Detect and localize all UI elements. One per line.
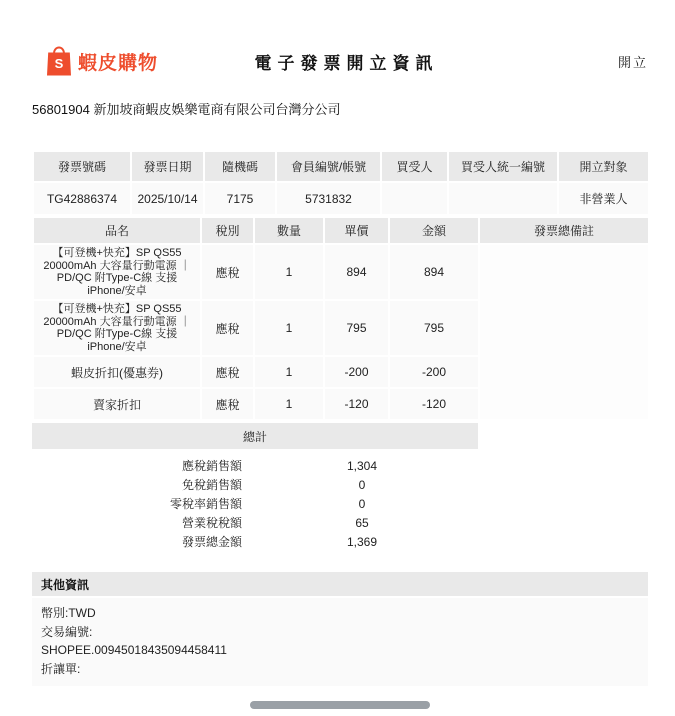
- item-name: 賣家折扣: [33, 388, 201, 420]
- totals-row: [32, 456, 648, 475]
- item-unit-price: 795: [324, 300, 389, 356]
- item-unit-price: -200: [324, 356, 389, 388]
- item-name: 【可登機+快充】SP QS55 20000mAh 大容量行動電源 ｜PD/QC 附Type-C線 支援 iPhone/安卓: [33, 244, 201, 300]
- col-item-name: 品名: [33, 217, 201, 244]
- item-unit-price: 894: [324, 244, 389, 300]
- transaction-id-value: SHOPEE.00945018435094458411: [41, 643, 227, 657]
- other-info-section: [32, 572, 648, 686]
- col-member-id: 會員編號/帳號: [276, 151, 381, 182]
- item-amount: 795: [389, 300, 479, 356]
- col-invoice-no: 發票號碼: [33, 151, 131, 182]
- item-qty: 1: [254, 300, 324, 356]
- issue-status-label: 開立: [617, 54, 648, 70]
- allowance-label: 折讓單:: [41, 661, 81, 676]
- item-name: 【可登機+快充】SP QS55 20000mAh 大容量行動電源 ｜PD/QC 附Type-C線 支援 iPhone/安卓: [33, 300, 201, 356]
- seller-company-line: 56801904 新加坡商蝦皮娛樂電商有限公司台灣分公司: [32, 102, 341, 117]
- zero-rate-sales-label: 零稅率銷售額: [169, 497, 242, 511]
- business-tax-value: 65: [355, 515, 369, 530]
- item-tax-type: 應稅: [201, 388, 254, 420]
- taxable-sales-value: 1,304: [346, 458, 378, 473]
- col-random-code: 隨機碼: [204, 151, 276, 182]
- invoice-remark-cell: [479, 244, 649, 420]
- item-amount: 894: [389, 244, 479, 300]
- invoice-total-label: 發票總金額: [181, 535, 242, 549]
- other-info-title: 其他資訊: [32, 572, 648, 598]
- col-invoice-date: 發票日期: [131, 151, 204, 182]
- business-tax-label: 營業稅稅額: [181, 516, 242, 530]
- item-amount: -120: [389, 388, 479, 420]
- transaction-id-label: 交易編號:: [41, 624, 93, 639]
- item-tax-type: 應稅: [201, 244, 254, 300]
- totals-row: [32, 475, 648, 494]
- col-tax-type: 稅別: [201, 217, 254, 244]
- page-title: 電子發票開立資訊: [254, 53, 439, 73]
- totals-row: [32, 494, 648, 513]
- item-amount: -200: [389, 356, 479, 388]
- item-row: [33, 244, 649, 300]
- buyer-tax-id-value: [448, 182, 558, 215]
- invoice-info-header-row: [33, 151, 649, 182]
- col-unit-price: 單價: [324, 217, 389, 244]
- item-name: 蝦皮折扣(優惠券): [33, 356, 201, 388]
- item-qty: 1: [254, 388, 324, 420]
- totals-row: [32, 532, 648, 551]
- item-tax-type: 應稅: [201, 300, 254, 356]
- col-buyer-tax-id: 買受人統一編號: [448, 151, 558, 182]
- col-issue-target: 開立對象: [558, 151, 649, 182]
- tax-free-sales-label: 免稅銷售額: [181, 478, 242, 492]
- item-qty: 1: [254, 244, 324, 300]
- totals-summary: [32, 456, 648, 551]
- items-table: [32, 216, 650, 421]
- invoice-date-value: 2025/10/14: [131, 182, 204, 215]
- zero-rate-sales-value: 0: [358, 496, 366, 511]
- invoice-total-value: 1,369: [346, 534, 378, 549]
- invoice-no-value: TG42886374: [33, 182, 131, 215]
- issue-target-value: 非營業人: [558, 182, 649, 215]
- svg-text:S: S: [54, 56, 64, 71]
- page-header: [45, 42, 648, 80]
- item-tax-type: 應稅: [201, 356, 254, 388]
- currency-line: 幣別:TWD: [41, 606, 96, 620]
- totals-row: [32, 513, 648, 532]
- items-header-row: [33, 217, 649, 244]
- col-invoice-remark: 發票總備註: [479, 217, 649, 244]
- col-buyer: 買受人: [381, 151, 448, 182]
- totals-title-band: 總計: [32, 423, 478, 449]
- col-amount: 金額: [389, 217, 479, 244]
- item-qty: 1: [254, 356, 324, 388]
- other-info-body: [32, 598, 648, 686]
- member-id-value: 5731832: [276, 182, 381, 215]
- invoice-info-data-row: [33, 182, 649, 215]
- taxable-sales-label: 應稅銷售額: [181, 459, 242, 473]
- shopee-logo-text: 蝦皮購物: [78, 52, 159, 74]
- buyer-value: [381, 182, 448, 215]
- invoice-info-table: [32, 150, 650, 216]
- tax-free-sales-value: 0: [358, 477, 366, 492]
- horizontal-scrollbar-thumb[interactable]: [250, 701, 430, 709]
- random-code-value: 7175: [204, 182, 276, 215]
- col-qty: 數量: [254, 217, 324, 244]
- item-unit-price: -120: [324, 388, 389, 420]
